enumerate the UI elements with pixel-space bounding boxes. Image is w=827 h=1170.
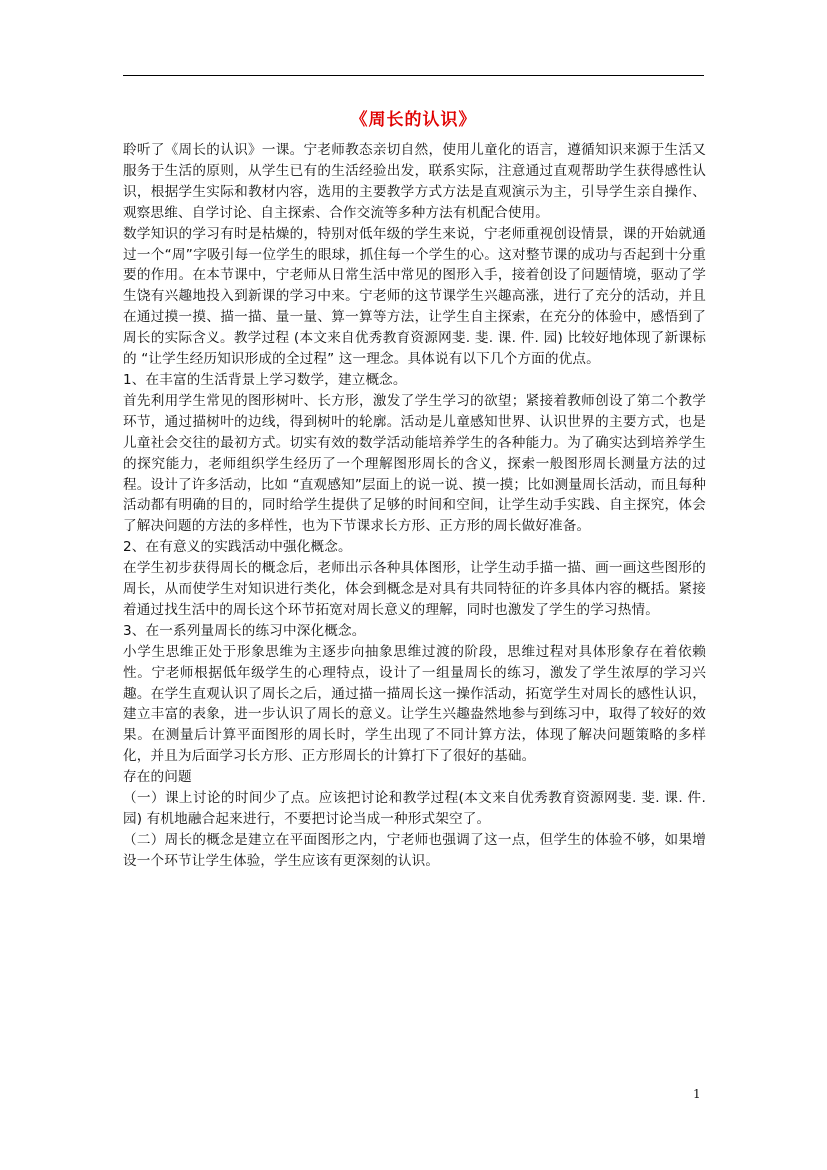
paragraph-section-2: 在学生初步获得周长的概念后，老师出示各种具体图形，让学生动手描一描、画一画这些图形的周长，从而使学生对知识进行类化，体会到概念是对具有共同特征的许多具体内容的概括。紧接着通过找生活中的周长这个环节拓宽对周长意义的理解，同时也激发了学生的学习热情。 — [123, 560, 706, 618]
document-body — [123, 140, 706, 872]
section-heading-2: 2、在有意义的实践活动中强化概念。 — [123, 539, 352, 556]
problems-heading: 存在的问题 — [123, 769, 192, 786]
problem-item-2: （二）周长的概念是建立在平面图形之内，宁老师也强调了这一点，但学生的体验不够，如果增设一个环节让学生体验，学生应该有更深刻的认识。 — [123, 831, 706, 869]
paragraph-overview: 数学知识的学习有时是枯燥的，特别对低年级的学生来说，宁老师重视创设情景，课的开始就通过一个“周”字吸引每一位学生的眼球，抓住每一个学生的心。这对整节课的成功与否起到十分重要的作用。在本节课中，宁老师从日常生活中常见的图形入手，接着创设了问题情境，驱动了学生饶有兴趣地投入到新课的学习中来。宁老师的这节课学生兴趣高涨，进行了充分的活动，并且在通过摸一摸、描一描、量一量、算一算等方法，让学生自主探索，在充分的体验中，感悟到了周长的实际含义。教学过程 (本文来自优秀教育资源网斐. 斐. 课. 件. 园) 比较好地体现了新课标的 “让学生经历知识形成的全过程” 这一理念。具体说有以下几个方面的优点。 — [123, 225, 706, 368]
page-number: 1 — [693, 1087, 701, 1101]
paragraph-section-1: 首先利用学生常见的图形树叶、长方形，激发了学生学习的欲望；紧接着教师创设了第二个教学环节，通过描树叶的边线，得到树叶的轮廓。活动是儿童感知世界、认识世界的主要方式，也是儿童社会交往的最初方式。切实有效的数学活动能培养学生的各种能力。为了确实达到培养学生的探究能力，老师组织学生经历了一个理解图形周长的含义，探索一般图形周长测量方法的过程。设计了许多活动，比如 “直观感知”层面上的说一说、摸一摸；比如测量周长活动，而且每种活动都有明确的目的，同时给学生提供了足够的时间和空间，让学生动手实践、自主探究，体会了解决问题的方法的多样性，也为下节课求长方形、正方形的周长做好准备。 — [123, 392, 706, 535]
header-rule — [123, 75, 704, 76]
section-heading-3: 3、在一系列量周长的练习中深化概念。 — [123, 622, 366, 639]
section-heading-1: 1、在丰富的生活背景上学习数学，建立概念。 — [123, 371, 407, 388]
document-title: 《周长的认识》 — [350, 110, 477, 130]
paragraph-intro: 聆听了《周长的认识》一课。宁老师教态亲切自然，使用儿童化的语言，遵循知识来源于生活又服务于生活的原则，从学生已有的生活经验出发，联系实际，注意通过直观帮助学生获得感性认识，根据学生实际和教材内容，选用的主要教学方式方法是直观演示为主，引导学生亲自操作、观察思维、自学讨论、自主探索、合作交流等多种方法有机配合使用。 — [123, 142, 706, 221]
problem-item-1: （一）课上讨论的时间少了点。应该把讨论和教学过程(本文来自优秀教育资源网斐. 斐. 课. 件. 园) 有机地融合起来进行，不要把讨论当成一种形式架空了。 — [123, 790, 706, 827]
paragraph-section-3: 小学生思维正处于形象思维为主逐步向抽象思维过渡的阶段，思维过程对具体形象存在着依赖性。宁老师根据低年级学生的心理特点，设计了一组量周长的练习，激发了学生浓厚的学习兴趣。在学生直观认识了周长之后，通过描一描周长这一操作活动，拓宽学生对周长的感性认识，建立丰富的表象，进一步认识了周长的意义。让学生兴趣盎然地参与到练习中，取得了较好的效果。在测量后计算平面图形的周长时，学生出现了不同计算方法，体现了解决问题策略的多样化，并且为后面学习长方形、正方形周长的计算打下了很好的基础。 — [123, 643, 706, 765]
